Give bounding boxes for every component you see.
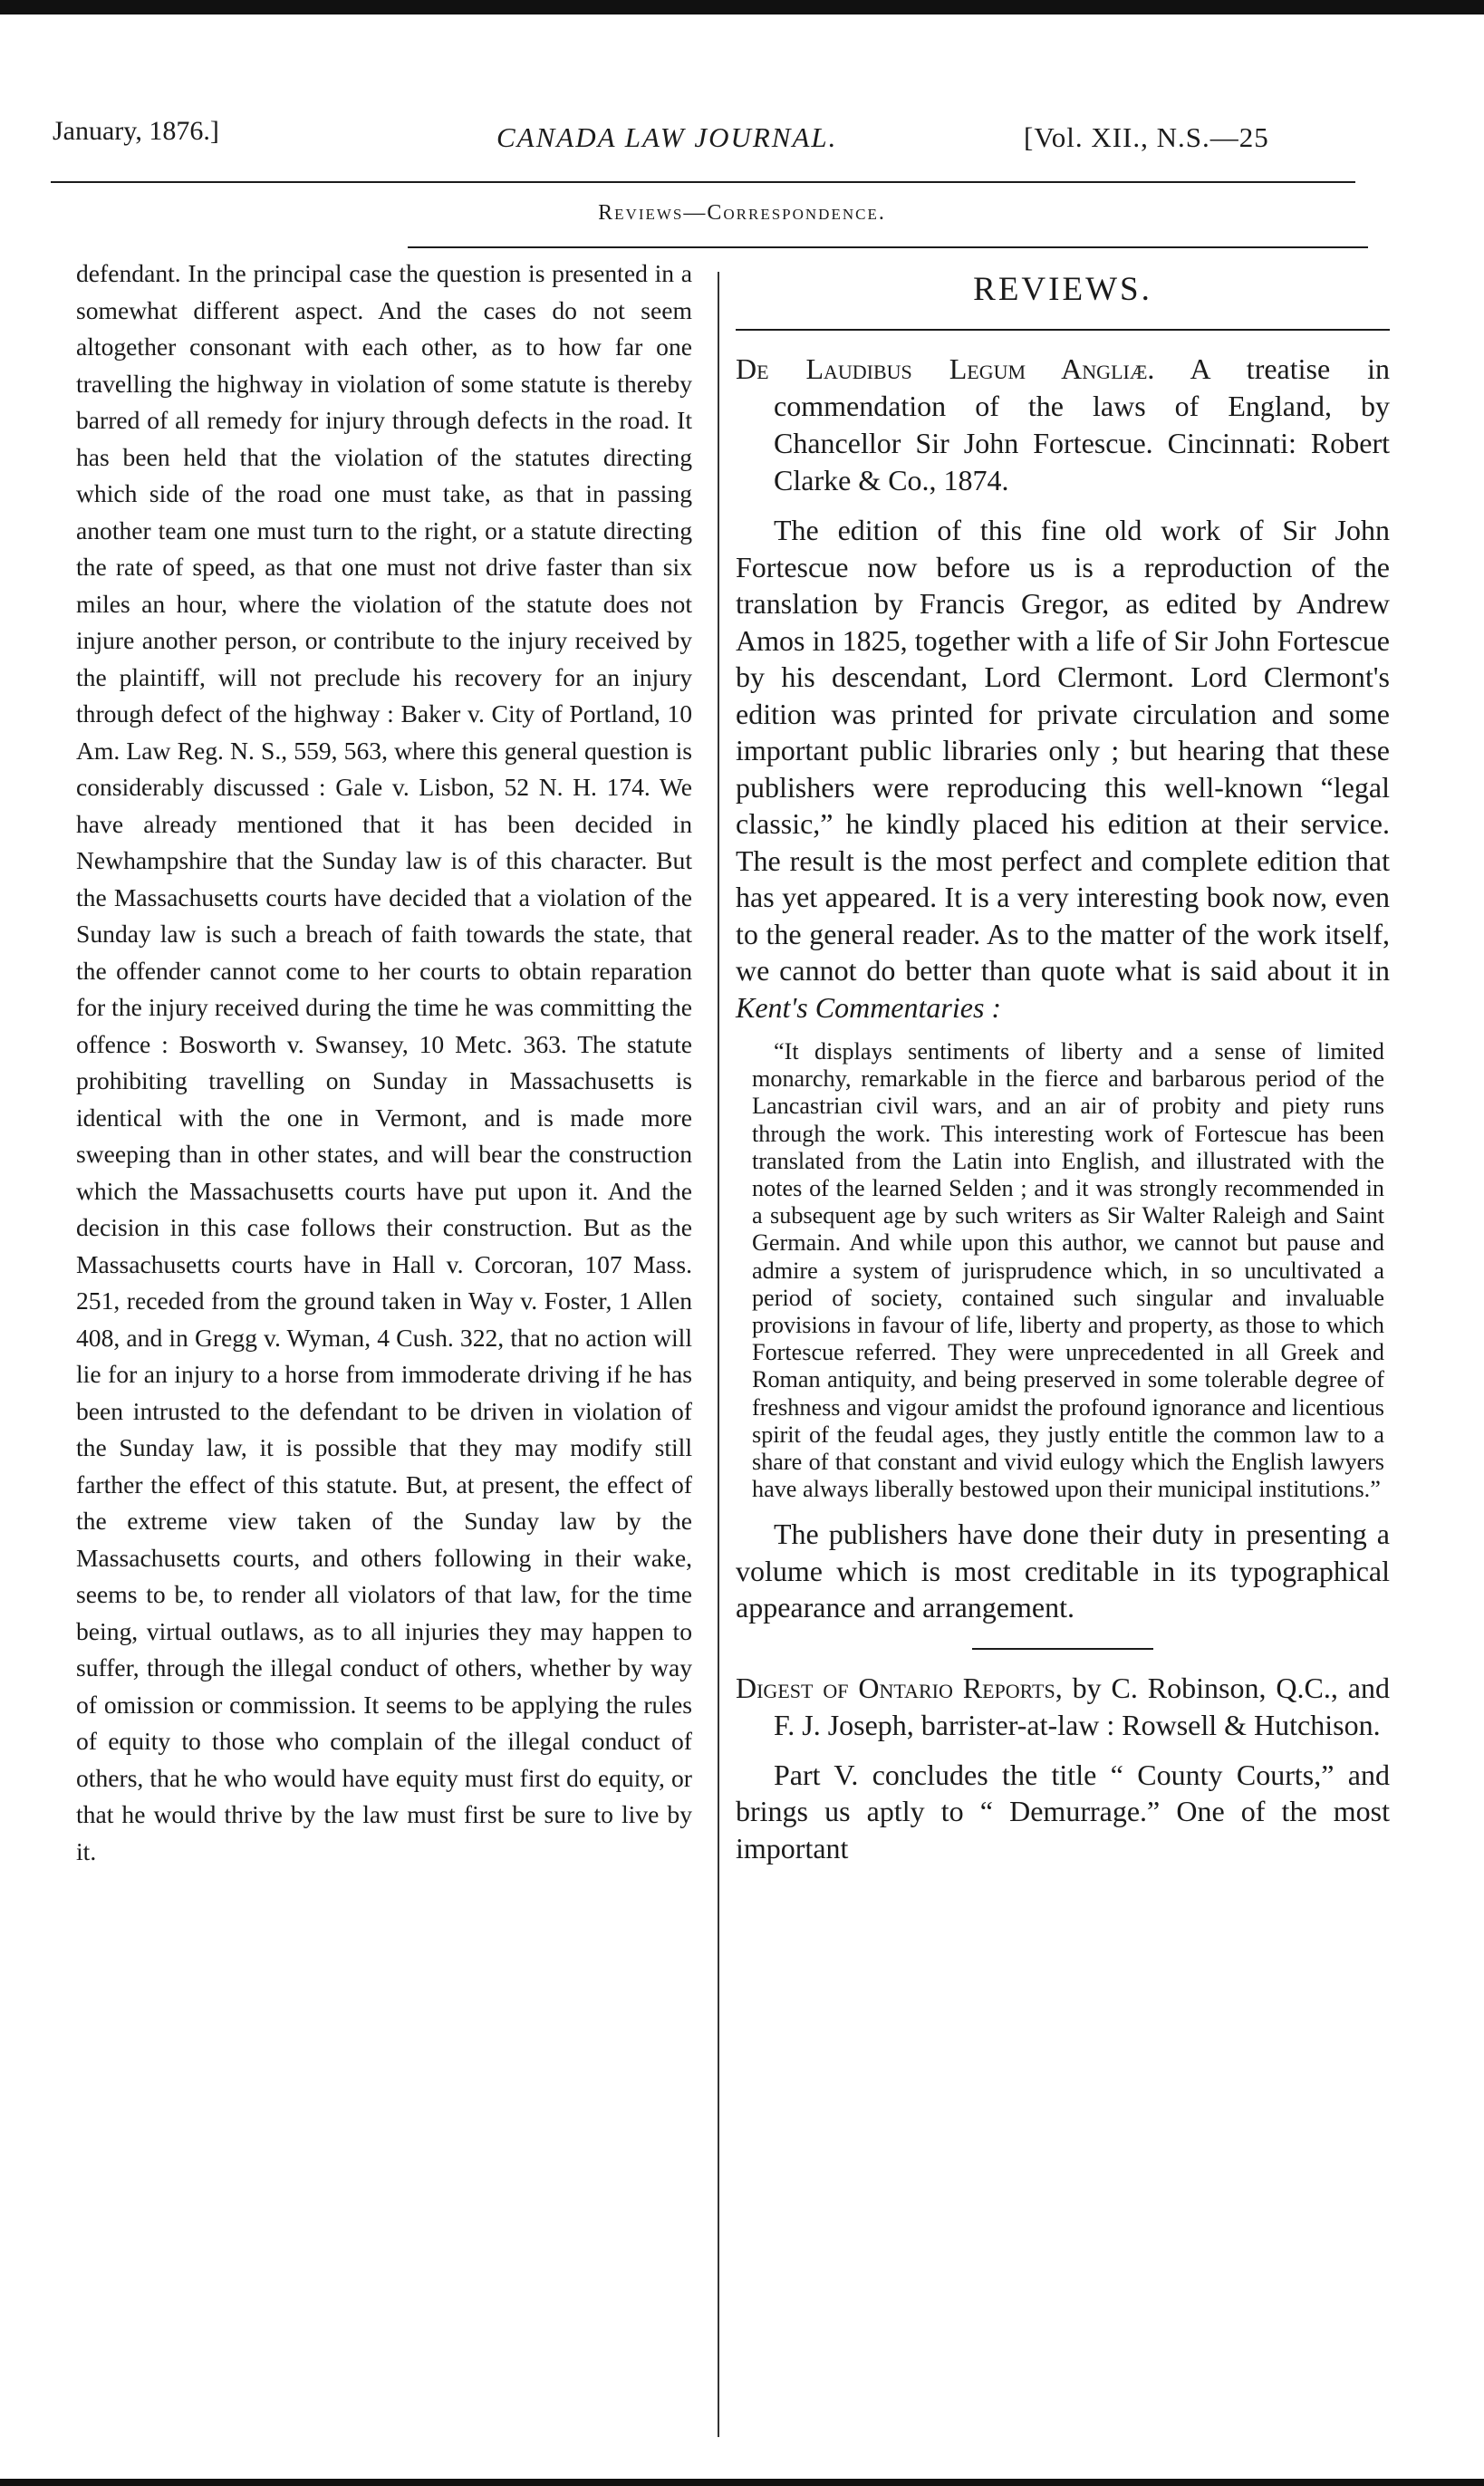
left-column-text xyxy=(76,255,692,1870)
book-citation: A treatise in commendation of the laws of England, by Chancellor Sir John Fortescue. Cincinnati: Robert Clarke & Co., 1874. xyxy=(774,352,1390,496)
right-column xyxy=(736,270,1390,1866)
entry-separator xyxy=(972,1648,1153,1650)
reviews-rule xyxy=(736,329,1390,331)
volume-page: [Vol. XII., N.S.—25 xyxy=(1024,121,1269,153)
review-closing: The publishers have done their duty in presenting a volume which is most creditable in its typographical appearance and arrangement. xyxy=(736,1518,1390,1624)
running-header xyxy=(53,116,1357,161)
book-title: De Laudibus Legum Angliæ. xyxy=(736,352,1155,385)
header-rule xyxy=(51,181,1355,183)
top-scan-edge xyxy=(0,0,1484,14)
book-citation: by C. Robinson, Q.C., and F. J. Joseph, barrister-at-law : Rowsell & Hutchison. xyxy=(774,1671,1390,1741)
review-text: The edition of this fine old work of Sir John Fortescue now before us is a reproduction of the translation by Francis Gregor, as edited by Andrew Amos in 1825, together with a life of Sir John Fortescue by his descendant, Lord Clermont. Lord Clermont's edition was printed for private circulation and some important public libraries only ; but hearing that these publishers were reproducing this well-known “legal classic,” he kindly placed his edition at their service. The result is the most perfect and complete edition that has yet appeared. It is a very interesting book now, even to the general reader. As to the matter of the work itself, we cannot do better than quote what is said about it in xyxy=(736,514,1390,987)
review-body: Part V. concludes the title “ County Courts,” and brings us aptly to “ Demurrage.” One of the most important xyxy=(736,1758,1390,1864)
review-entry-title xyxy=(736,351,1390,499)
body-paragraph: defendant. In the principal case the question is presented in a somewhat different aspect. And the cases do not seem altogether consonant with each other, as to how far one travelling the highway in violation of some statute is thereby barred of all remedy for injury through defects in the road. It has been held that the violation of the statutes directing which side of the road one must take, as that in passing another team one must turn to the right, or a statute directing the rate of speed, as that one must not drive faster than six miles an hour, where the violation of the statute does not injure another person, or contribute to the injury received by the plaintiff, will not preclude his recovery for an injury through defect of the highway : Baker v. City of Portland, 10 Am. Law Reg. N. S., 559, 563, where this general question is considerably discussed : Gale v. Lisbon, 52 N. H. 174. We have already mentioned that it has been decided in Newhampshire that the Sunday law is of this character. But the Massachusetts courts have decided that a violation of the Sunday law is such a breach of faith towards the state, that the offender cannot come to her courts to obtain reparation for the injury received during the time he was committing the offence : Bosworth v. Swansey, 10 Metc. 363. The statute prohibiting travelling on Sunday in Massachusetts is identical with the one in Vermont, and is made more sweeping than in other states, and will bear the construction which the Massachusetts courts have put upon it. And the decision in this case follows their construction. But as the Massachusetts courts have in Hall v. Corcoran, 107 Mass. 251, receded from the ground taken in Way v. Foster, 1 Allen 408, and in Gregg v. Wyman, 4 Cush. 322, that no action will lie for an injury to a horse from immoderate driving if he has been intrusted to the defendant to be driven in violation of the Sunday law, it is possible that they may modify still farther the effect of this statute. But, at present, the effect of the extreme view taken of the Sunday law by the Massachusetts courts, and others following in their wake, seems to be, to render all violators of that law, for the time being, virtual outlaws, as to all injuries they may happen to suffer, through the illegal conduct of others, whether by way of omission or commission. It seems to be applying the rules of equity to those who complain of the illegal conduct of others, that he who would have equity must first do equity, or that he would thrive by the law must first be sure to live by it. xyxy=(76,259,692,1865)
book-title: Digest of Ontario Reports, xyxy=(736,1671,1063,1704)
journal-title: CANADA LAW JOURNAL. xyxy=(496,121,838,153)
bottom-scan-edge xyxy=(0,2479,1484,2486)
review-entry-title xyxy=(736,1670,1390,1744)
reviews-heading: REVIEWS. xyxy=(973,271,1152,308)
section-heading: Reviews—Correspondence. xyxy=(598,201,886,225)
column-divider xyxy=(718,272,719,2437)
review-source: Kent's Commentaries : xyxy=(736,990,1002,1024)
block-quote: “It displays sentiments of liberty and a sense of limited monarchy, remarkable in the fierce and barbarous period of the Lancastrian civil wars, and an air of probity and piety runs through the work. This interesting work of Fortescue has been translated from the Latin into English, and illustrated with the notes of the learned Selden ; and it was strongly recommended in a subsequent age by such writers as Sir Walter Raleigh and Saint Germain. And while upon this author, we cannot but pause and admire a system of jurisprudence which, in so uncultivated a period of society, contained such singular and invaluable provisions in favour of life, liberty and property, as those to which Fortescue referred. They were unprecedented in all Greek and Roman antiquity, and being preserved in some tolerable degree of freshness and vigour amidst the profound ignorance and licentious spirit of the feudal ages, they justly entitle the common law to a share of that constant and vivid eulogy which the English lawyers have always liberally bestowed upon their municipal institutions.” xyxy=(752,1038,1384,1503)
review-body xyxy=(736,512,1390,1026)
issue-date: January, 1876.] xyxy=(53,116,219,146)
section-rule xyxy=(408,246,1368,248)
